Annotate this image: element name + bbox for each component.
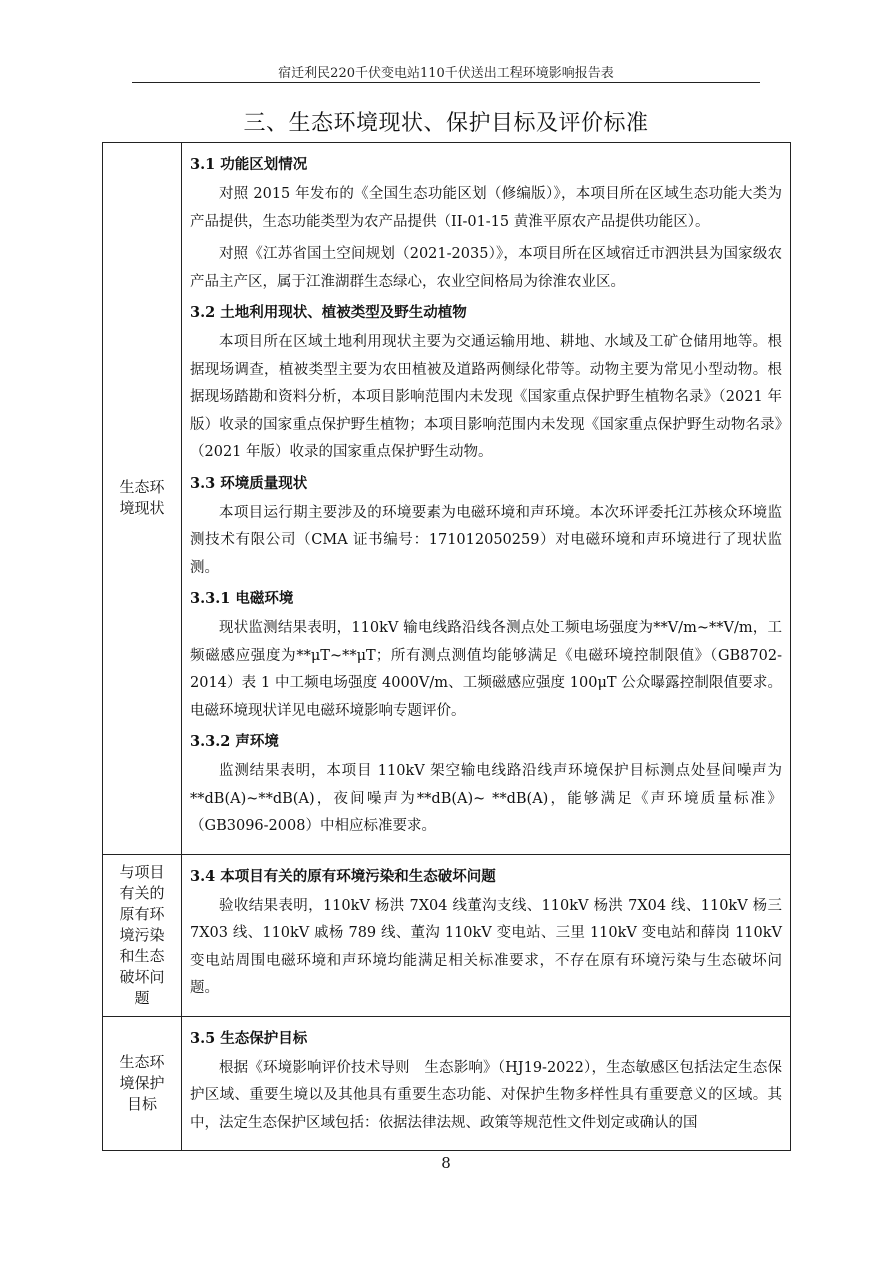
section-heading: 3.2 土地利用现状、植被类型及野生动植物 bbox=[190, 304, 467, 321]
section-heading: 3.3.1 电磁环境 bbox=[190, 590, 294, 607]
table-row bbox=[103, 143, 791, 855]
row-label-line: 生态环 bbox=[119, 1052, 165, 1071]
section-heading: 3.3 环境质量现状 bbox=[190, 474, 308, 492]
section-heading: 3.4 本项目有关的原有环境污染和生态破坏问题 bbox=[190, 867, 496, 885]
body-paragraph: 验收结果表明，110kV 杨洪 7X04 线董沟支线、110kV 杨洪 7X04 线、110kV 杨三 7X03 线、110kV 戚杨 789 线、董沟 110kV 变电站、三里 110kV 变电站和薛岗 110kV 变电站周围电磁环境和声环境均能满足相关标准要求，不存在原有环境污染与生态破坏问题。 bbox=[190, 897, 782, 996]
body-paragraph: 对照《江苏省国土空间规划（2021-2035）》，本项目所在区域宿迁市泗洪县为国家级农产品主产区，属于江淮湖群生态绿心，农业空间格局为徐淮农业区。 bbox=[190, 246, 782, 290]
table-row bbox=[103, 854, 791, 1016]
row-label-line: 生态环 bbox=[119, 478, 165, 497]
content-table bbox=[102, 142, 791, 1151]
row-label-line: 有关的 bbox=[119, 883, 165, 902]
row-label-line: 破坏问 bbox=[119, 967, 165, 986]
row-label-line: 境保护 bbox=[119, 1073, 165, 1092]
section-heading: 3.3.2 声环境 bbox=[190, 733, 279, 750]
header-rule bbox=[132, 82, 760, 83]
body-paragraph: 监测结果表明，本项目 110kV 架空输电线路沿线声环境保护目标测点处昼间噪声为**dB(A)~**dB(A)，夜间噪声为**dB(A)~ **dB(A)，能够满足《声环境质量标准》（GB3096-2008）中相应标准要求。 bbox=[190, 763, 782, 834]
body-paragraph: 对照 2015 年发布的《全国生态功能区划（修编版）》，本项目所在区域生态功能大类为产品提供，生态功能类型为农产品提供（II-01-15 黄淮平原农产品提供功能区）。 bbox=[190, 186, 782, 230]
row-label-line: 题 bbox=[134, 988, 150, 1007]
body-paragraph: 本项目所在区域土地利用现状主要为交通运输用地、耕地、水域及工矿仓储用地等。根据现场调查，植被类型主要为农田植被及道路两侧绿化带等。动物主要为常见小型动物。根据现场踏勘和资料分析，本项目影响范围内未发现《国家重点保护野生植物名录》（2021 年版）收录的国家重点保护野生植物；本项目影响范围内未发现《国家重点保护野生动物名录》（2021 年版）收录的国家重点保护野生动物。 bbox=[190, 334, 782, 460]
table-row bbox=[103, 1016, 791, 1151]
row-content bbox=[182, 854, 791, 1016]
page-header-title: 宿迁利民220千伏变电站110千伏送出工程环境影响报告表 bbox=[278, 66, 614, 81]
row-label-line: 境污染 bbox=[119, 925, 165, 944]
body-paragraph: 现状监测结果表明，110kV 输电线路沿线各测点处工频电场强度为**V/m~**V/m，工频磁感应强度为**μT~**μT；所有测点测值均能够满足《电磁环境控制限值》（GB8702-2014）表 1 中工频电场强度 4000V/m、工频磁感应强度 100μT 公众曝露控制限值要求。电磁环境现状详见电磁环境影响专题评价。 bbox=[190, 620, 782, 719]
row-label bbox=[103, 143, 182, 855]
body-paragraph: 根据《环境影响评价技术导则 生态影响》（HJ19-2022），生态敏感区包括法定生态保护区域、重要生境以及其他具有重要生态功能、对保护生物多样性具有重要意义的区域。其中，法定生态保护区域包括：依据法律法规、政策等规范性文件划定或确认的国 bbox=[190, 1059, 782, 1131]
row-label-line: 目标 bbox=[126, 1094, 157, 1113]
section-title: 三、生态环境现状、保护目标及评价标准 bbox=[243, 111, 649, 136]
row-label-line: 与项目 bbox=[119, 862, 165, 881]
section-heading: 3.1 功能区划情况 bbox=[190, 156, 308, 173]
row-label-line: 境现状 bbox=[119, 499, 165, 518]
row-label bbox=[103, 854, 182, 1016]
section-heading: 3.5 生态保护目标 bbox=[190, 1029, 308, 1047]
page-number: 8 bbox=[441, 1154, 451, 1172]
row-label-line: 原有环 bbox=[119, 904, 165, 923]
row-content bbox=[182, 1016, 791, 1151]
body-paragraph: 本项目运行期主要涉及的环境要素为电磁环境和声环境。本次环评委托江苏核众环境监测技术有限公司（CMA 证书编号：171012050259）对电磁环境和声环境进行了现状监测。 bbox=[190, 504, 782, 576]
row-label bbox=[103, 1016, 182, 1151]
row-label-line: 和生态 bbox=[119, 946, 165, 965]
row-content bbox=[182, 143, 791, 855]
